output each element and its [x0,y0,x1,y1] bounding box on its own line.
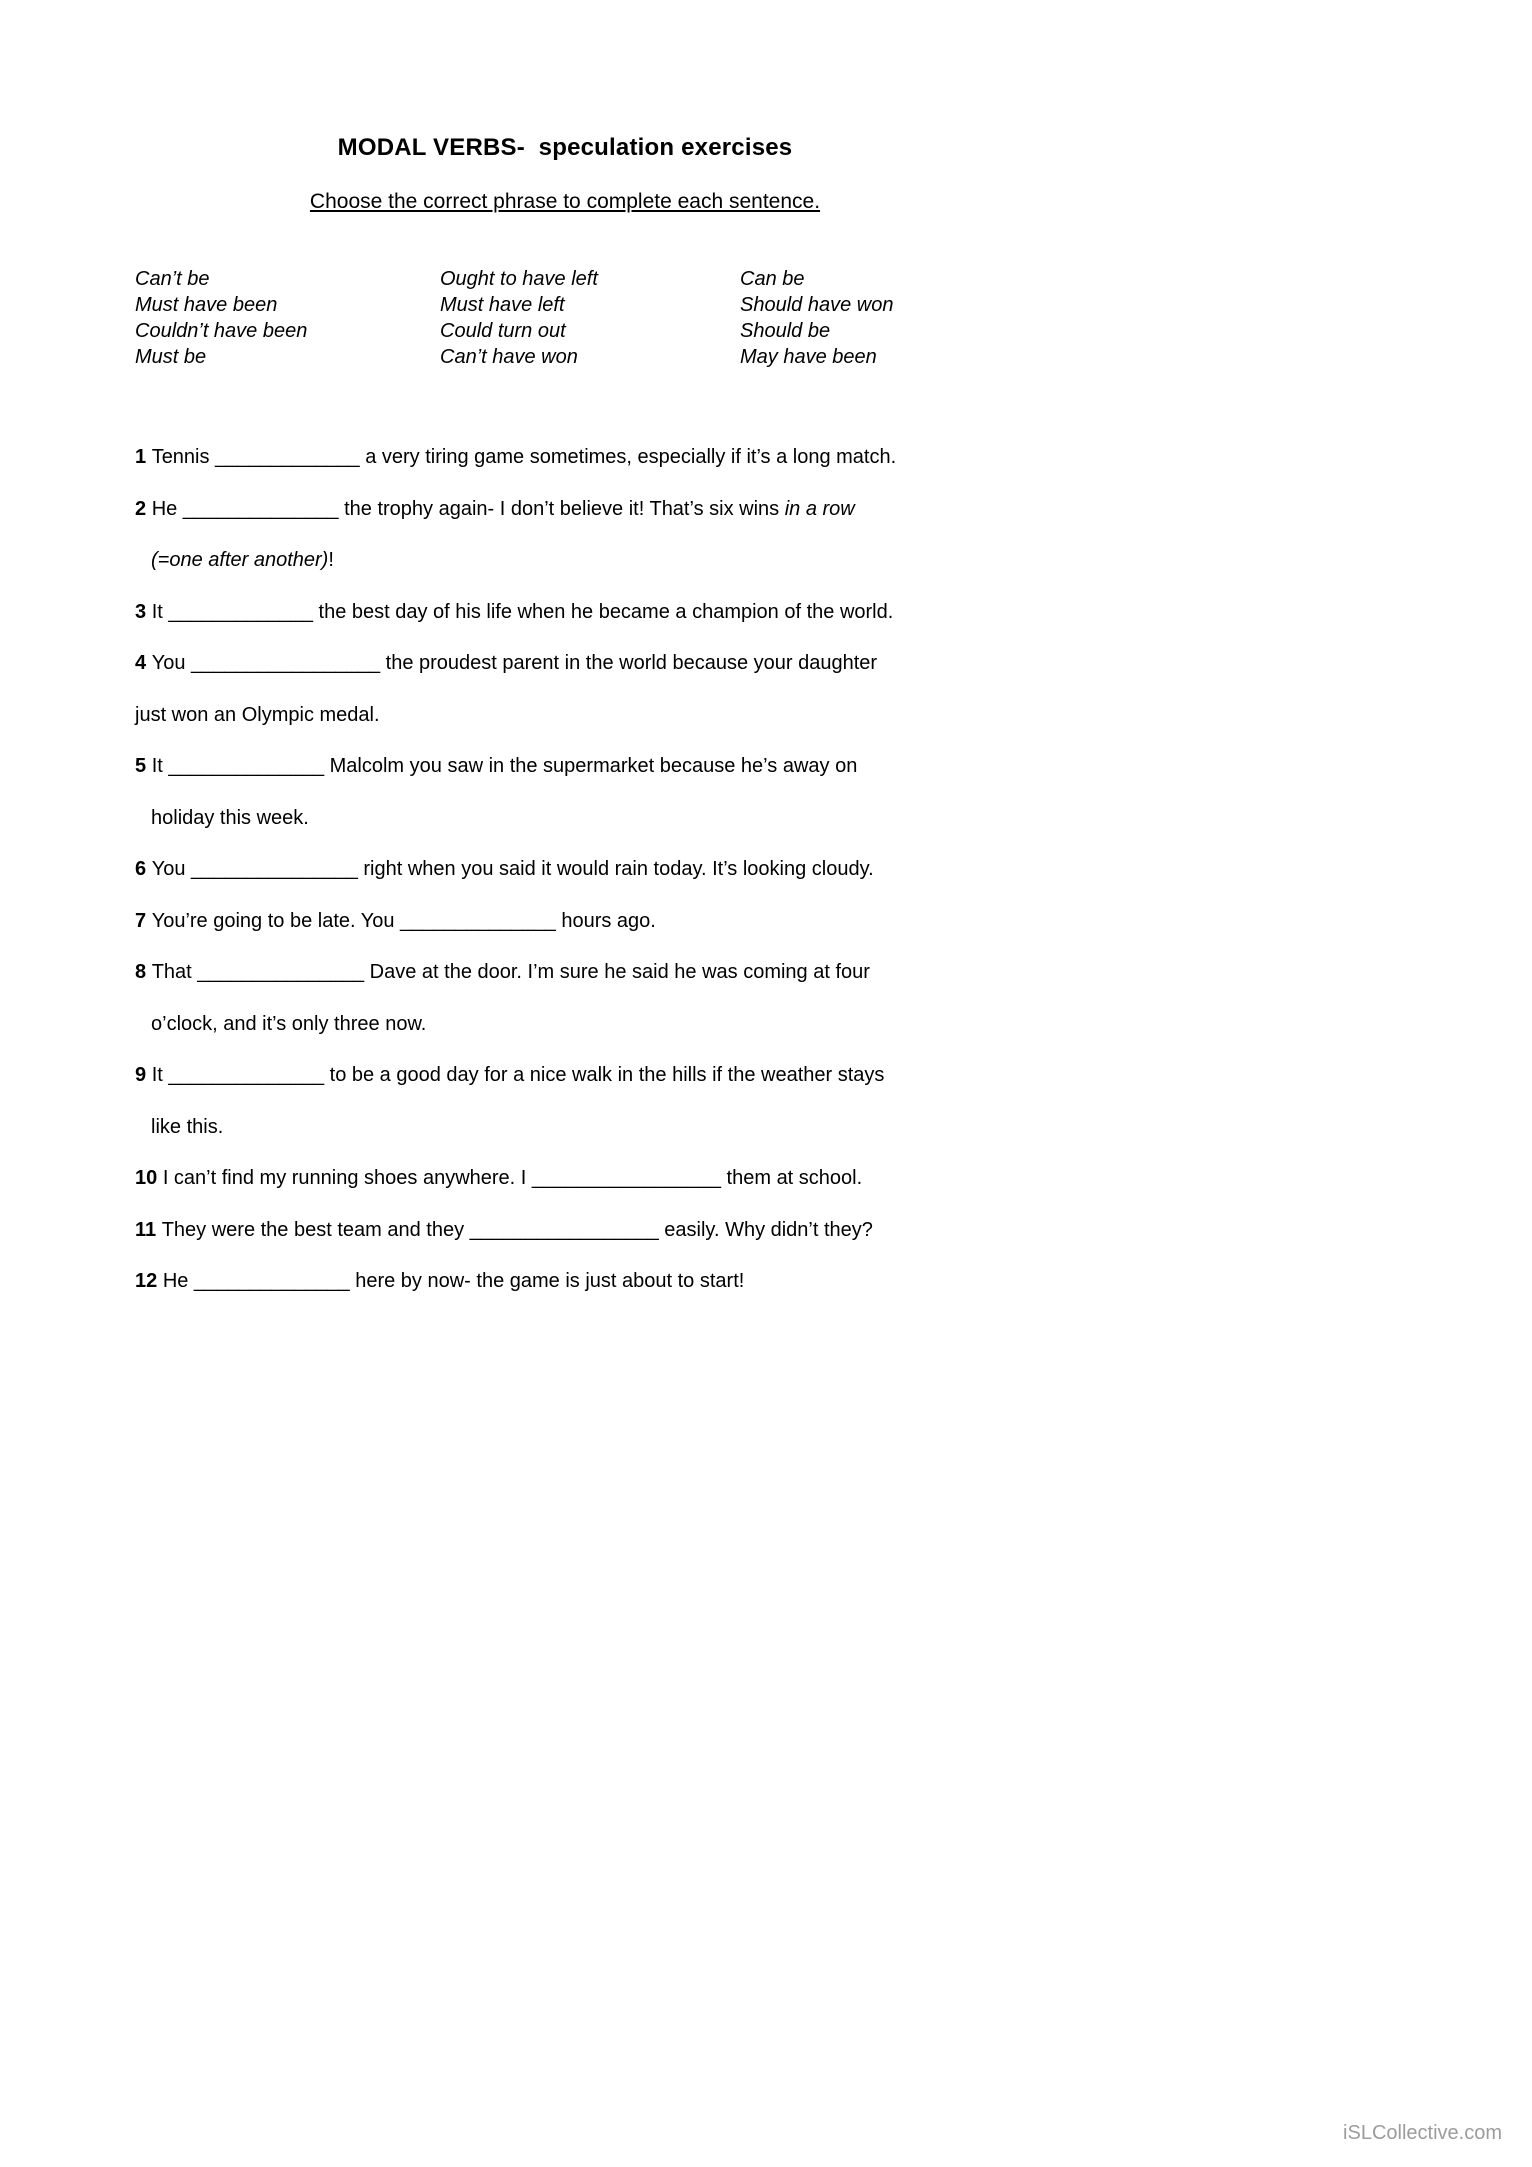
exercise-12-line-1 [135,1256,995,1308]
exercise-number: 4 [135,652,152,674]
word-bank-item: Can be [740,268,805,290]
exercise-1-line-1 [135,432,995,484]
exercise-5-line-2 [135,793,995,845]
word-bank-item: May have been [740,346,877,368]
exercise-5-line-1 [135,741,995,793]
exercise-4-line-1 [135,638,995,690]
sentence-segment: just won an Olympic medal. [135,703,380,726]
sentence-segment: That _______________ Dave at the door. I’m sure he said he was coming at four [151,961,870,983]
word-bank-item: Should be [740,320,831,342]
sentence-segment: Tennis _____________ a very tiring game sometimes, especially if it’s a long match. [151,446,897,468]
word-bank [135,266,995,370]
sentence-italic-segment: in a row [784,497,855,520]
footer-watermark: iSLCollective.com [1343,2122,1502,2144]
word-bank-item: Couldn’t have been [135,320,308,342]
word-bank-item: Could turn out [440,320,566,342]
exercise-number: 6 [135,858,152,880]
word-bank-item: Ought to have left [440,268,598,290]
word-bank-item: Must have been [135,294,278,316]
sentence-segment: You _________________ the proudest parent in the world because your daughter [151,652,878,674]
exercise-8-line-1 [135,947,995,999]
exercise-10-line-1 [135,1153,995,1205]
word-bank-item: Must be [135,346,207,368]
word-bank-column-1 [135,266,440,370]
sentence-segment: It ______________ to be a good day for a nice walk in the hills if the weather stays [151,1064,885,1086]
exercise-9-line-1 [135,1050,995,1102]
word-bank-item: Should have won [740,294,894,316]
exercise-11-line-1 [135,1205,995,1257]
sentence-segment: He ______________ the trophy again- I don’t believe it! That’s six wins [151,497,785,520]
exercise-7-line-1 [135,896,995,948]
worksheet-title: MODAL VERBS- speculation exercises [337,134,793,161]
exercise-number: 11 [135,1218,162,1241]
word-bank-item: Must have left [440,294,565,316]
exercise-4-line-2 [135,690,995,742]
exercise-number: 10 [135,1167,163,1189]
sentence-segment: like this. [151,1115,224,1138]
word-bank-item: Can’t have won [440,346,578,368]
sentence-segment: You’re going to be late. You ______________ hours ago. [151,909,656,932]
word-bank-column-2 [440,266,740,370]
sentence-segment: You _______________ right when you said it would rain today. It’s looking cloudy. [151,858,874,880]
exercise-number: 2 [135,497,152,520]
exercise-6-line-1 [135,844,995,896]
exercise-2-line-1 [135,484,995,536]
exercise-2-line-2 [135,535,995,587]
word-bank-column-3 [740,266,893,370]
exercise-8-line-2 [135,999,995,1051]
exercise-number: 9 [135,1064,152,1086]
word-bank-item: Can’t be [135,268,210,290]
exercise-number: 8 [135,961,152,983]
exercise-number: 1 [135,446,152,468]
instruction-heading: Choose the correct phrase to complete each sentence. [309,190,821,213]
sentence-segment: It _____________ the best day of his life when he became a champion of the world. [151,600,894,623]
exercise-number: 12 [135,1270,163,1292]
exercise-number: 3 [135,600,152,623]
exercise-9-line-2 [135,1102,995,1154]
sentence-segment: He ______________ here by now- the game is just about to start! [162,1270,745,1292]
sentence-segment: o’clock, and it’s only three now. [151,1012,427,1035]
sentence-segment: It ______________ Malcolm you saw in the supermarket because he’s away on [151,755,858,777]
sentence-segment: holiday this week. [151,806,309,829]
sentence-segment: ! [328,549,334,571]
exercise-list [135,432,995,1308]
exercise-number: 7 [135,909,152,932]
exercise-3-line-1 [135,587,995,639]
sentence-segment: They were the best team and they _________________ easily. Why didn’t they? [161,1218,873,1241]
sentence-italic-segment: (=one after another) [151,549,329,571]
exercise-number: 5 [135,755,152,777]
sentence-segment: I can’t find my running shoes anywhere. I _________________ them at school. [162,1167,863,1189]
worksheet-content [135,0,995,1308]
